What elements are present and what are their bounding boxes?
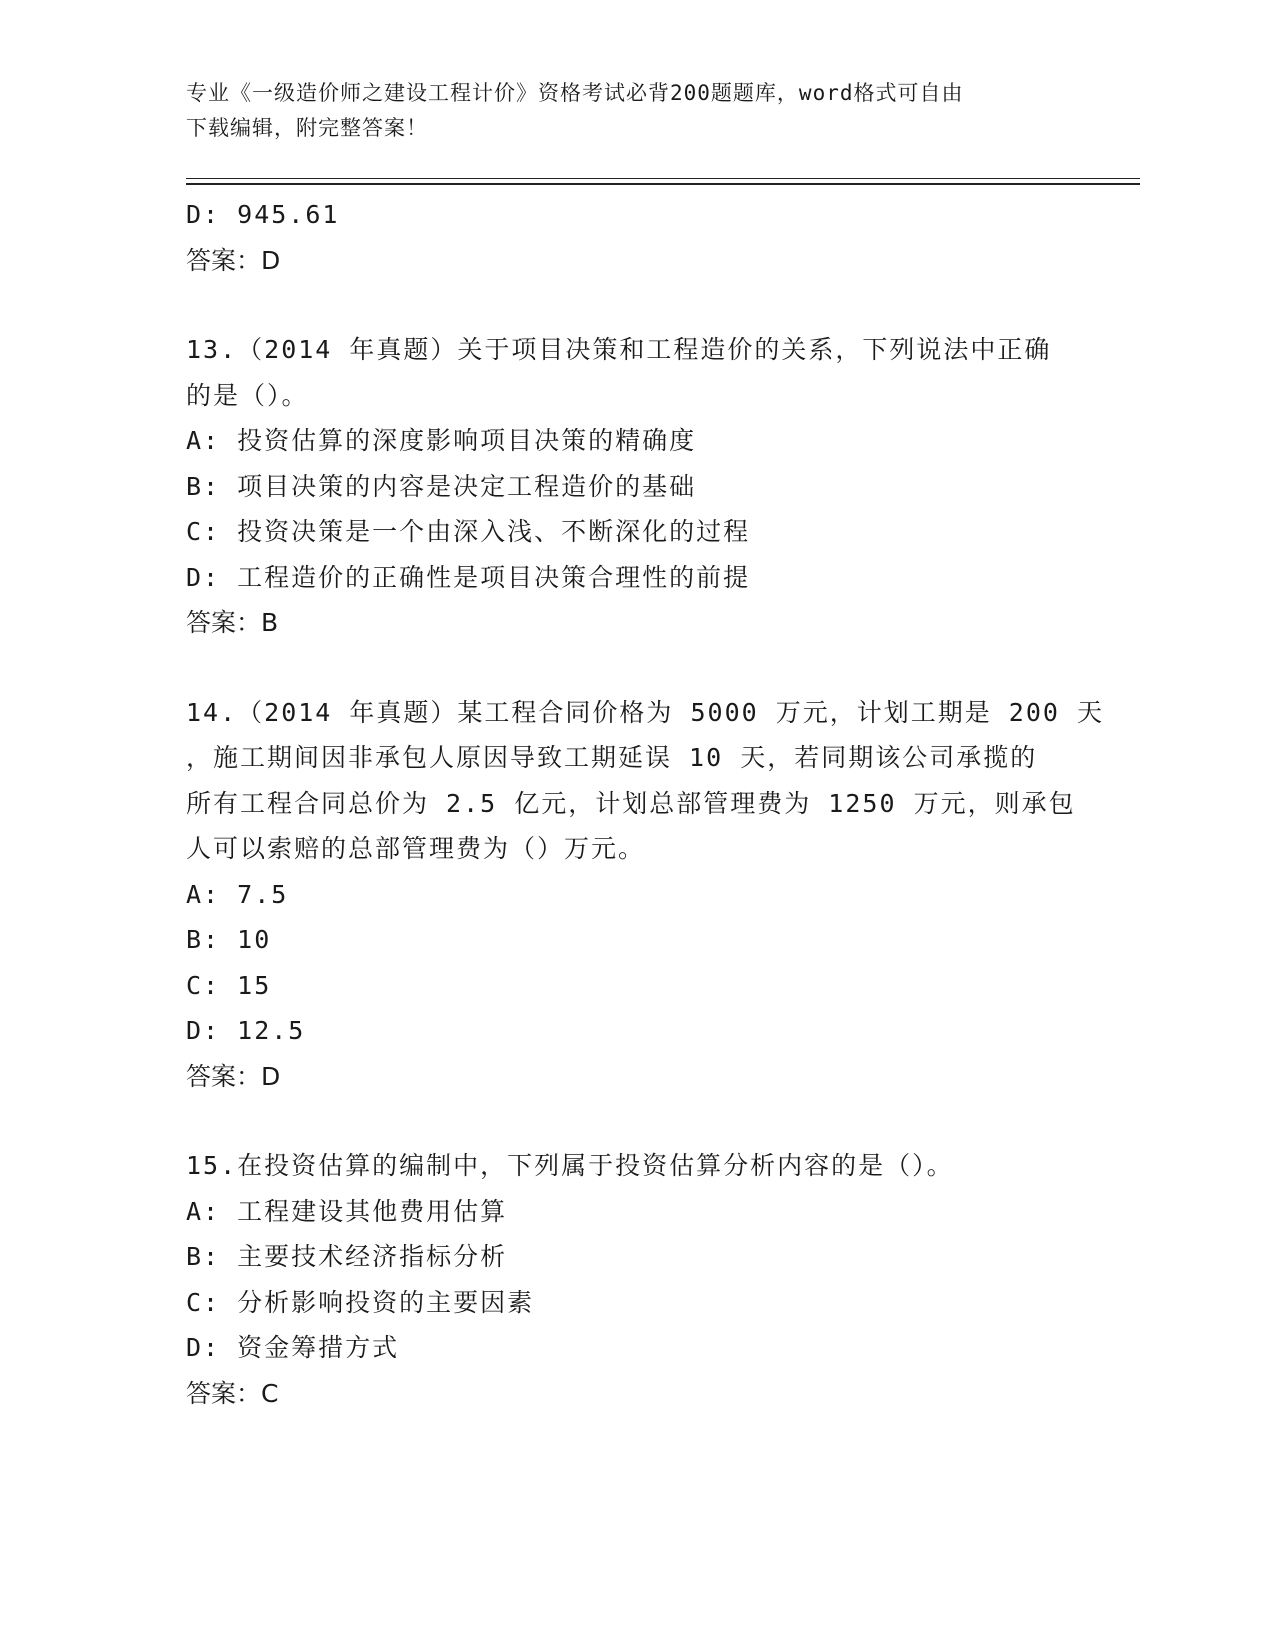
question-text: 13.（2014 年真题）关于项目决策和工程造价的关系，下列说法中正确	[186, 335, 1052, 364]
spacer	[186, 646, 1086, 690]
option-d: D: 12.5	[186, 1016, 306, 1045]
question-text: 15.在投资估算的编制中，下列属于投资估算分析内容的是（）。	[186, 1151, 954, 1180]
answer-line: 答案：D	[186, 245, 281, 275]
question-block	[186, 192, 1086, 283]
answer-line: 答案：C	[186, 1378, 279, 1408]
answer-line: 答案：D	[186, 1061, 281, 1091]
option-d: D: 945.61	[186, 200, 340, 229]
question-block	[186, 690, 1104, 1100]
option-c: C: 15	[186, 970, 272, 1000]
option-b: B: 项目决策的内容是决定工程造价的基础	[186, 471, 697, 501]
header-divider	[186, 183, 1140, 185]
question-text: 人可以索赔的总部管理费为（）万元。	[186, 834, 646, 863]
option-c: C: 分析影响投资的主要因素	[186, 1287, 535, 1317]
option-a: A: 投资估算的深度影响项目决策的精确度	[186, 426, 697, 455]
document-header	[186, 76, 1086, 146]
question-block	[186, 1143, 1086, 1416]
question-text: 所有工程合同总价为 2.5 亿元，计划总部管理费为 1250 万元，则承包	[186, 788, 1076, 818]
header-line: 专业《一级造价师之建设工程计价》资格考试必背200题题库，word格式可自由	[186, 81, 964, 105]
header-divider	[186, 178, 1140, 179]
spacer	[186, 283, 1086, 327]
question-text: ，施工期间因非承包人原因导致工期延误 10 天，若同期该公司承揽的	[186, 743, 1038, 772]
option-c: C: 投资决策是一个由深入浅、不断深化的过程	[186, 517, 751, 546]
option-d: D: 工程造价的正确性是项目决策合理性的前提	[186, 562, 751, 592]
answer-line: 答案：B	[186, 608, 279, 637]
header-line: 下载编辑，附完整答案！	[186, 116, 428, 140]
question-block	[186, 327, 1086, 646]
option-a: A: 7.5	[186, 879, 289, 909]
option-b: B: 10	[186, 925, 272, 954]
question-text: 14.（2014 年真题）某工程合同价格为 5000 万元，计划工期是 200 天	[186, 697, 1104, 727]
option-d: D: 资金筹措方式	[186, 1333, 400, 1362]
option-b: B: 主要技术经济指标分析	[186, 1242, 508, 1271]
option-a: A: 工程建设其他费用估算	[186, 1196, 508, 1226]
question-text: 的是（）。	[186, 380, 309, 410]
question-list	[186, 192, 1104, 1416]
spacer	[186, 1099, 1086, 1143]
